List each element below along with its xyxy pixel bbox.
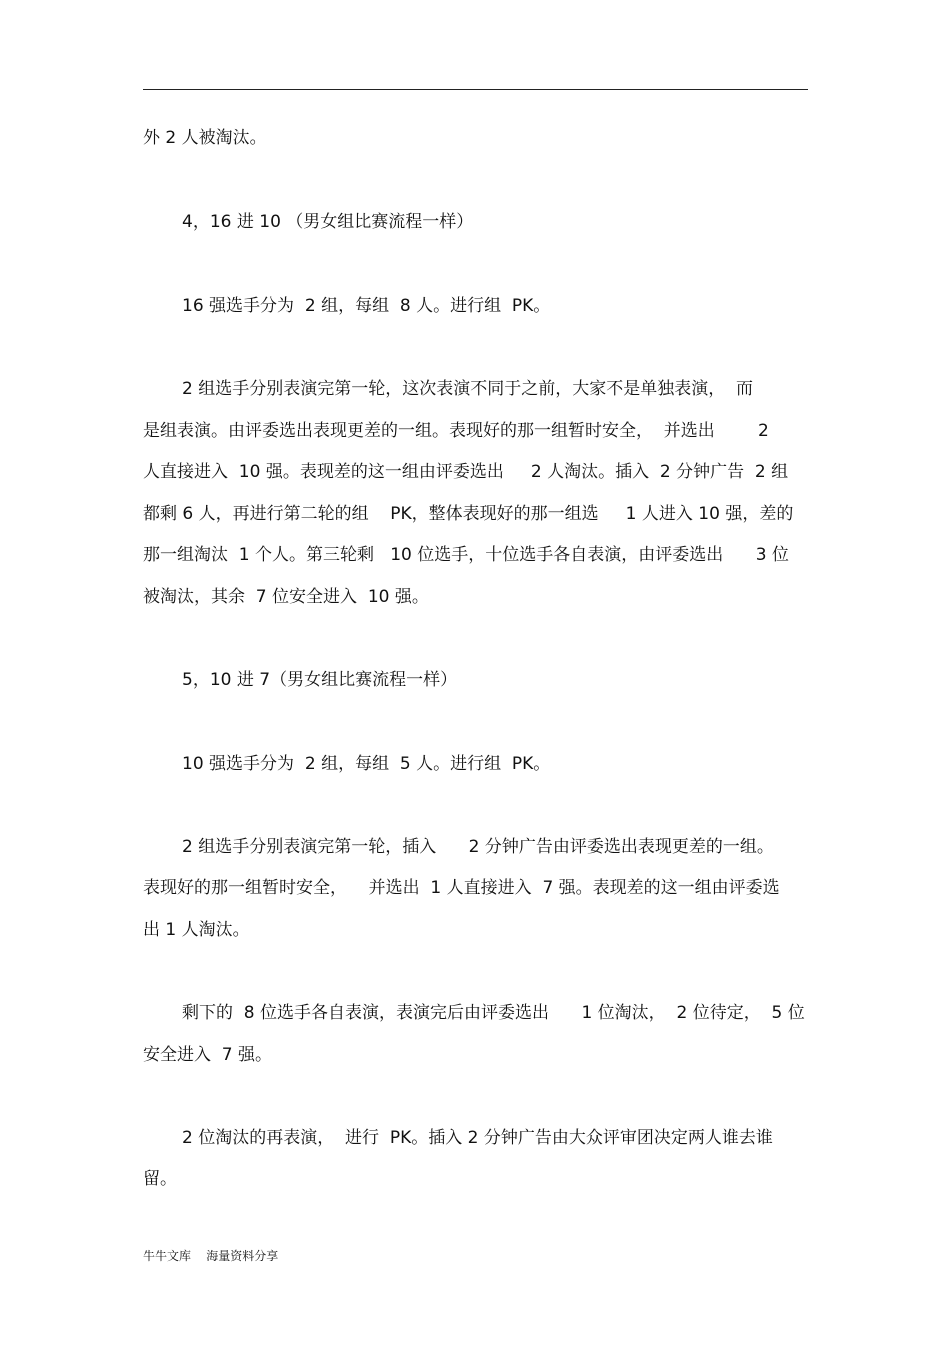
text-line: 表现好的那一组暂时安全， 并选出 1 人直接进入 7 强。表现差的这一组由评委选: [143, 878, 780, 898]
text-line: 人直接进入 10 强。表现差的这一组由评委选出 2 人淘汰。插入 2 分钟广告 2 组: [143, 462, 789, 482]
text-line: 16 强选手分为 2 组，每组 8 人。进行组 PK。: [182, 296, 551, 316]
text-line: 2 位淘汰的再表演， 进行 PK。插入 2 分钟广告由大众评审团决定两人谁去谁: [182, 1128, 773, 1148]
header-rule: [143, 89, 808, 90]
section-heading: 4，16 进 10 （男女组比赛流程一样）: [182, 212, 474, 232]
text-line: 是组表演。由评委选出表现更差的一组。表现好的那一组暂时安全， 并选出 2: [143, 421, 769, 441]
text-line: 那一组淘汰 1 个人。第三轮剩 10 位选手，十位选手各自表演，由评委选出 3 位: [143, 545, 789, 565]
text-line: 10 强选手分为 2 组，每组 5 人。进行组 PK。: [182, 754, 551, 774]
text-line: 2 组选手分别表演完第一轮，插入 2 分钟广告由评委选出表现更差的一组。: [182, 837, 774, 857]
text-line: 留。: [143, 1169, 177, 1189]
text-line: 被淘汰，其余 7 位安全进入 10 强。: [143, 587, 429, 607]
section-heading: 5，10 进 7（男女组比赛流程一样）: [182, 670, 458, 690]
text-line: 出 1 人淘汰。: [143, 920, 250, 940]
text-line: 2 组选手分别表演完第一轮，这次表演不同于之前，大家不是单独表演， 而: [182, 379, 754, 399]
text-line: 安全进入 7 强。: [143, 1045, 273, 1065]
footer-text: 牛牛文库 海量资料分享: [143, 1249, 279, 1263]
text-line: 都剩 6 人，再进行第二轮的组 PK，整体表现好的那一组选 1 人进入 10 强，差的: [143, 504, 794, 524]
text-line: 剩下的 8 位选手各自表演，表演完后由评委选出 1 位淘汰， 2 位待定， 5 位: [182, 1003, 805, 1023]
text-line: 外 2 人被淘汰。: [143, 128, 267, 148]
